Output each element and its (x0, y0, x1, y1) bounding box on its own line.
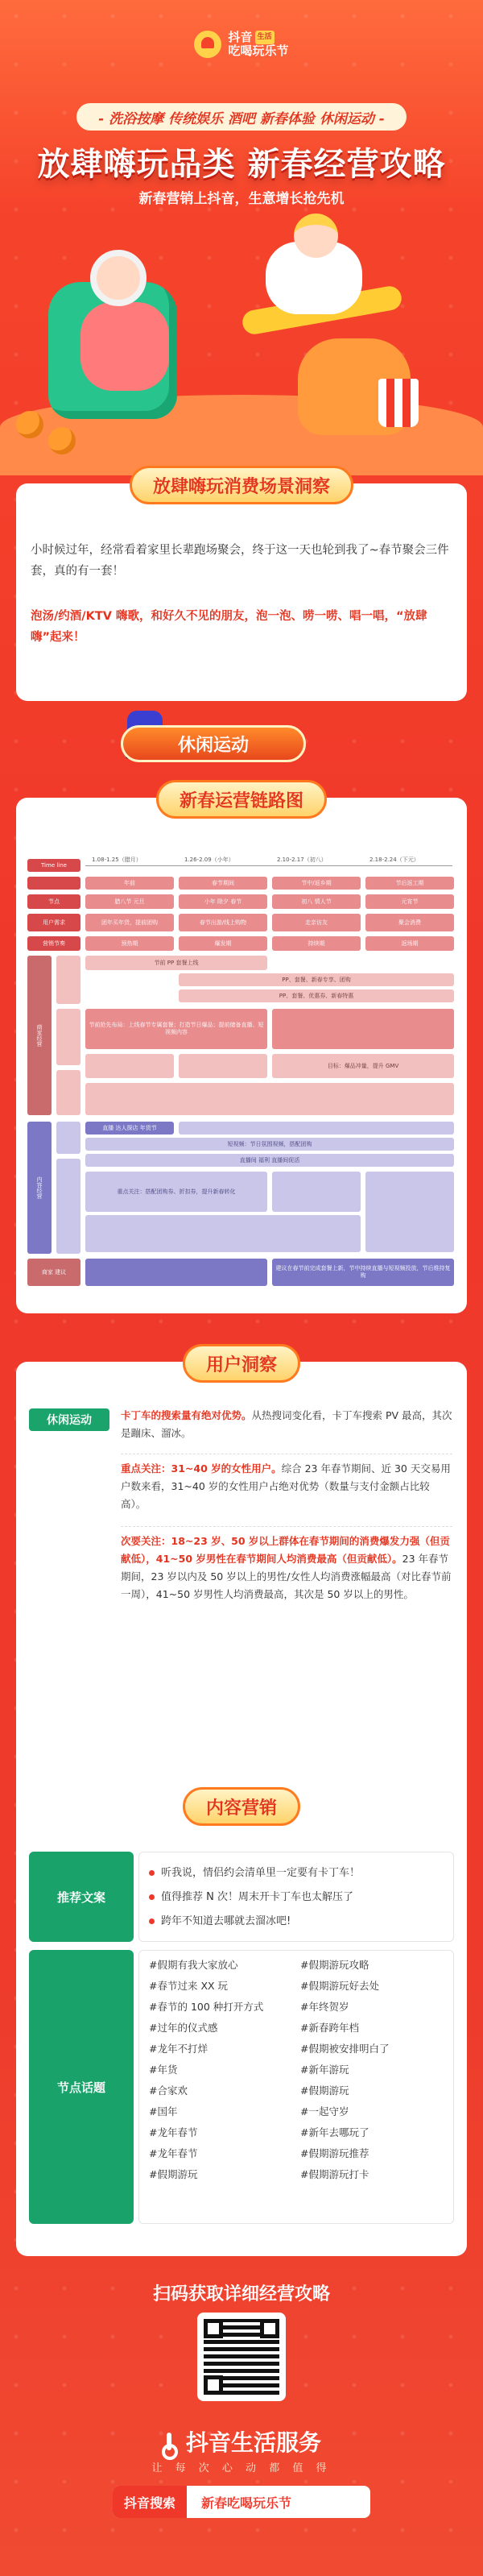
search-label: 抖音搜索 (113, 2486, 187, 2518)
logo-line2: 吃喝玩乐节 (228, 44, 289, 58)
row-label: 节点 (27, 894, 80, 909)
row-cell: 走亲访友 (272, 914, 361, 931)
row-label: 营销节奏 (27, 936, 80, 951)
topic-item: #龙年春节 (149, 2147, 198, 2159)
topic-item: #新年游玩 (300, 2064, 349, 2076)
copy-item: 跨年不知道去哪就去溜冰吧! (149, 1912, 291, 1927)
row-cell: 腊八节 元旦 (85, 894, 174, 909)
page-subtitle: 新春营销上抖音，生意增长抢先机 (138, 191, 345, 207)
row-cell: 返场期 (365, 936, 454, 951)
topic-item: #龙年春节 (149, 2126, 198, 2138)
logo-line1: 抖音 (228, 30, 253, 44)
persimmon-icon (16, 411, 43, 438)
row-label: 用户需求 (27, 914, 80, 931)
heart-logo-icon (194, 31, 221, 58)
row-cell: 团年买年货，提前团购 (85, 914, 174, 931)
topic-item: #国年 (149, 2105, 178, 2118)
row-cell: 元宵节 (365, 894, 454, 909)
copy-item: 值得推荐 N 次！周末开卡丁车也太解压了 (149, 1888, 353, 1903)
topic-item: #年货 (149, 2064, 178, 2076)
douyin-note-icon (162, 2433, 181, 2455)
topic-label: 节点话题 (29, 1950, 134, 2224)
bottom-right-note: 建议在春节前完成套餐上新，节中持续直播与短视频投放，节后维持复购 (272, 1259, 454, 1286)
topic-item: #假期游玩 (300, 2084, 349, 2097)
user-card-title: 用户洞察 (183, 1344, 300, 1383)
topic-item: #春节过来 XX 玩 (149, 1980, 229, 1992)
row-cell: 小年 除夕 春节 (179, 894, 267, 909)
live-row: 直播间 福利 直播间促活 (85, 1154, 454, 1167)
scene-insight-card (16, 476, 467, 701)
topic-grid (149, 1957, 447, 2181)
topic-item: #一起守岁 (300, 2105, 349, 2118)
scene-para-1: 小时候过年，经常看着家里长辈跑场聚会，终于这一天也轮到我了~春节聚会三件套，真的有一套！ (31, 544, 449, 578)
category-banner: 休闲运动 (121, 725, 306, 762)
category-tag-strip: - 洗浴按摩 传统娱乐 酒吧 新春体验 休闲运动 - (76, 103, 407, 131)
topic-item: #假期有我大家放心 (149, 1959, 238, 1971)
topic-item: #假期游玩 (149, 2168, 198, 2180)
timeline-axis (85, 865, 452, 866)
row-cell: 爆发期 (179, 936, 267, 951)
brand-logo: 抖音生活服务 (0, 2425, 483, 2458)
topic-item: #假期游玩攻略 (300, 1959, 369, 1971)
copy-label: 推荐文案 (29, 1852, 134, 1942)
phase-date: 2.10-2.17（初八） (277, 857, 327, 863)
route-card-title: 新春运营链路图 (156, 780, 327, 819)
timeline-head: Time line (27, 859, 80, 872)
row-cell: 聚会消费 (365, 914, 454, 931)
brand-slogan: 让 每 次 心 动 都 值 得 (151, 2462, 332, 2474)
live-row: 直播 达人探店 年货节 (85, 1122, 174, 1135)
grandma-head (90, 250, 147, 306)
bullet-dot-icon (149, 1919, 155, 1924)
logo-badge: 生活 (255, 31, 275, 44)
prod-row: PP、套餐、新春专享、团购 (179, 973, 454, 986)
row-cell: 春节出游/线上购物 (179, 914, 267, 931)
topic-item: #年终贺岁 (300, 2001, 349, 2013)
phase-date: 1.26-2.09（小年） (184, 857, 234, 863)
row-cell: 预热期 (85, 936, 174, 951)
hero-illustration (0, 209, 483, 475)
phase-label: 节后返工期 (365, 877, 454, 890)
row-cell: 初八 情人节 (272, 894, 361, 909)
category-tag: 休闲运动 (29, 1408, 109, 1431)
topic-item: #假期游玩打卡 (300, 2168, 369, 2180)
topic-item: #春节的 100 种打开方式 (149, 2001, 264, 2013)
content-card-title: 内容营销 (183, 1787, 300, 1826)
route-map-card (16, 790, 467, 1313)
qr-title: 扫码获取详细经营攻略 (152, 2284, 330, 2304)
qr-code[interactable] (197, 2313, 286, 2401)
skater-head (294, 214, 338, 258)
user-insight-card (16, 1354, 467, 1861)
topic-item: #假期游玩推荐 (300, 2147, 369, 2159)
phase-label: 年前 (85, 877, 174, 890)
bullet-dot-icon (149, 1894, 155, 1900)
scene-card-title: 放肆嗨玩消费场景洞察 (130, 466, 353, 504)
content-marketing-card (16, 1798, 467, 2256)
topic-item: #假期游玩好去处 (300, 1980, 379, 1992)
phase-date: 1.08-1.25（腊月） (92, 857, 142, 863)
topic-item: #新春跨年档 (300, 2022, 359, 2034)
topic-item: #龙年不打烊 (149, 2043, 208, 2055)
live-row: 短视频：节日氛围视频，搭配团购 (85, 1138, 454, 1151)
topic-item: #新年去哪玩了 (300, 2126, 369, 2138)
insight-para-2: 重点关注：31~40 岁的女性用户。综合 23 年春节期间、近 30 天交易用户数来看，31~40 岁的女性用户占绝对优势（数量与支付金额占比较高）。 (121, 1462, 451, 1510)
prod-row: PP、套餐、优惠券、新春特惠 (179, 989, 454, 1002)
topic-box (138, 1950, 454, 2224)
copy-box (138, 1852, 454, 1942)
search-query: 新春吃喝玩乐节 (201, 2495, 292, 2511)
topic-item: #合家欢 (149, 2084, 188, 2097)
copy-item: 听我说，情侣约会清单里一定要有卡丁车！ (149, 1864, 360, 1879)
bottom-note: 重点关注：搭配团购券、折扣券，提升新春转化 (85, 1172, 267, 1212)
row-cell: 持续期 (272, 936, 361, 951)
goal-note: 目标：爆品冲量，提升 GMV (272, 1054, 454, 1078)
bottom-left-label: 商家 建议 (27, 1259, 80, 1286)
content-side-label: 内容经营 (27, 1122, 52, 1254)
topic-item: #假期被安排明白了 (300, 2043, 390, 2055)
phase-date: 2.18-2.24（下元） (369, 857, 419, 863)
phase-label: 节中/返乡期 (272, 877, 361, 890)
scene-para-2: 泡汤/约酒/KTV 嗨歌，和好久不见的朋友，泡一泡、唠一唠、唱一唱，“放肆嗨”起来！ (31, 610, 427, 644)
search-bar[interactable] (113, 2486, 370, 2518)
page-title: 放肆嗨玩品类 新春经营攻略 (37, 146, 446, 183)
popcorn-icon (378, 379, 419, 427)
event-logo (0, 31, 483, 58)
persimmon-icon (48, 427, 76, 454)
route-chart (27, 856, 456, 1299)
biz-side-label: 商家经营 (27, 956, 52, 1115)
insight-para-3: 次要关注：18~23 岁、50 岁以上群体在春节期间的消费爆发力强（但贡献低），41~50 岁男性在春节期间人均消费最高（但贡献低）。23 年春节期间，23 岁以内及 50 岁以上的男性/女性人均消费涨幅最高（对比春节前一周），41~50 岁男性人均消费最高，其次是 50 岁以上的男性。 (121, 1535, 452, 1600)
phase-label: 春节期间 (179, 877, 267, 890)
grandma-figure (80, 302, 169, 391)
topic-item: #过年的仪式感 (149, 2022, 218, 2034)
bullet-dot-icon (149, 1870, 155, 1876)
prod-row: 节前 PP 套餐上线 (85, 956, 267, 970)
promo-note: 节前抢先布局：上线春节专属套餐；打造节日爆品；提前储备直播、短视频内容 (85, 1009, 267, 1049)
insight-para-1: 卡丁车的搜索量有绝对优势。从热搜词变化看，卡丁车搜索 PV 最高，其次是蹦床、溜冰。 (121, 1409, 452, 1439)
